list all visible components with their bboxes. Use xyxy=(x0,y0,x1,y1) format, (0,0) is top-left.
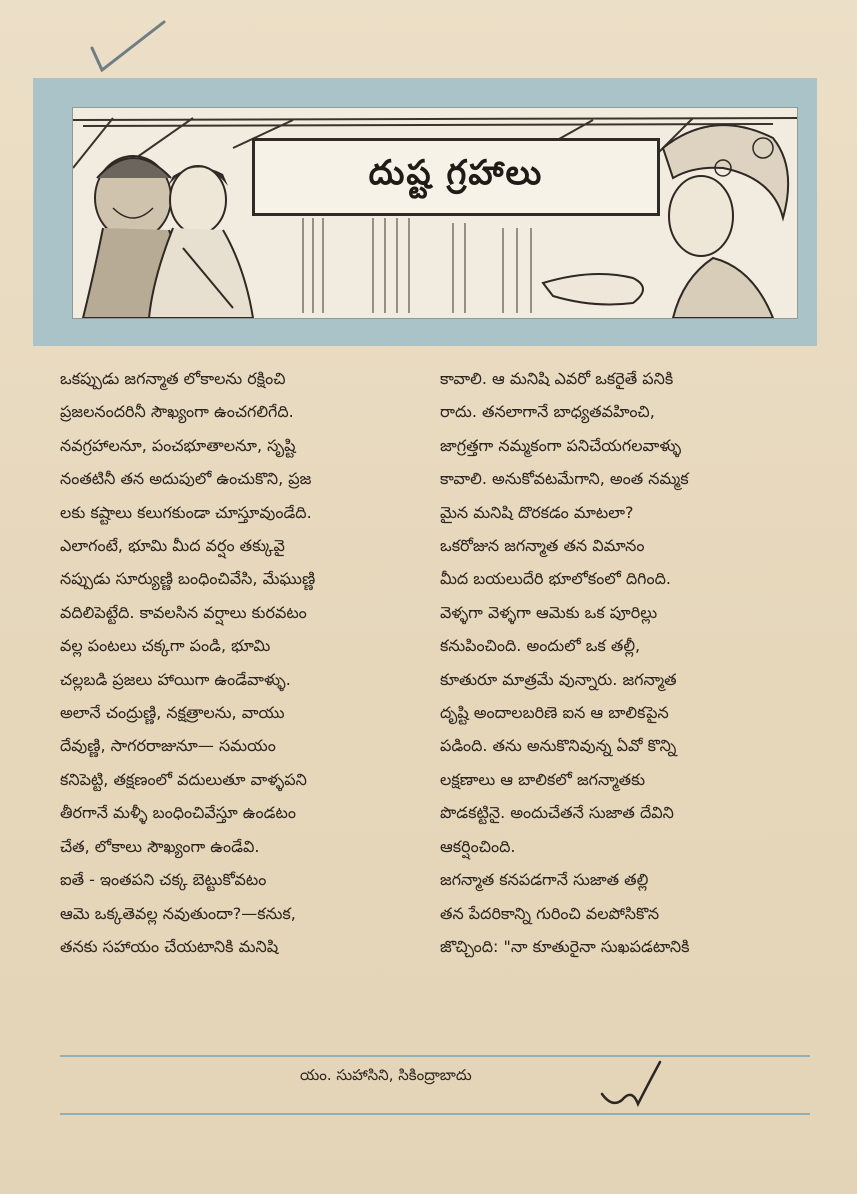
article-line: కనుపించింది. అందులో ఒక తల్లీ, xyxy=(440,636,641,656)
article-line: నప్పుడు సూర్యుణ్ణి బంధించివేసి, మేఘుణ్ణి xyxy=(60,569,316,589)
article-line: ఎలాగంటే, భూమి మీద వర్షం తక్కువై xyxy=(60,536,285,556)
author-byline: యం. సుహాసిని, సికింద్రాబాదు xyxy=(300,1066,472,1084)
article-line: కనిపెట్టి, తక్షణంలో వదులుతూ వాళ్ళపని xyxy=(60,769,307,789)
article-line: వల్ల పంటలు చక్కగా పండి, భూమి xyxy=(60,636,271,656)
article-line: మీద బయలుదేరి భూలోకంలో దిగింది. xyxy=(440,569,672,589)
article-line: వదిలిపెట్టేది. కావలసిన వర్షాలు కురవటం xyxy=(60,602,307,622)
page-title: దుష్ట గ్రహాలు xyxy=(252,138,660,216)
article-line: వెళ్ళగా వెళ్ళగా ఆమెకు ఒక పూరిల్లు xyxy=(440,602,658,622)
article-line: దృష్టి అందాలబరిణె ఐన ఆ బాలికపైన xyxy=(440,703,669,723)
article-line: లకు కష్టాలు కలుగకుండా చూస్తూవుండేది. xyxy=(60,502,312,522)
article-line: నవగ్రహాలనూ, పంచభూతాలనూ, సృష్టి xyxy=(60,435,296,455)
article-line: జాగ్రత్తగా నమ్మకంగా పనిచేయగలవాళ్ళు xyxy=(440,435,682,455)
article-line: నంతటినీ తన అదుపులో ఉంచుకొని, ప్రజ xyxy=(60,469,312,489)
article-line: తీరగానే మళ్ళీ బంధించివేస్తూ ఉండటం xyxy=(60,803,296,823)
article-line: మైన మనిషి దొరకడం మాటలా? xyxy=(440,502,634,522)
article-line: కావాలి. అనుకోవటమేగాని, అంత నమ్మక xyxy=(440,469,689,489)
article-line: ఆమె ఒక్కతెవల్ల నవుతుందా?—కనుక, xyxy=(60,903,296,923)
article-line: చల్లబడి ప్రజలు హాయిగా ఉండేవాళ్ళు. xyxy=(60,669,291,689)
article-line: అలానే చంద్రుణ్ణి, నక్షత్రాలను, వాయు xyxy=(60,703,285,723)
article-line: తనకు సహాయం చేయటానికి మనిషి xyxy=(60,936,279,956)
byline-rule-bottom xyxy=(60,1113,810,1115)
check-mark-icon xyxy=(88,18,168,78)
article-right-column xyxy=(440,362,810,963)
article-line: ఒకప్పుడు జగన్మాత లోకాలను రక్షించి xyxy=(60,369,286,388)
byline-rule-top xyxy=(60,1055,810,1057)
article-line: దేవుణ్ణి, సాగరరాజునూ— సమయం xyxy=(60,736,276,756)
article-line: చేత, లోకాలు సౌఖ్యంగా ఉండేవి. xyxy=(60,836,260,856)
article-line: లక్షణాలు ఆ బాలికలో జగన్మాతకు xyxy=(440,769,645,789)
article-line: జొచ్చింది: "నా కూతురైనా సుఖపడటానికి xyxy=(440,936,690,956)
article-line: కూతురూ మాత్రమే వున్నారు. జగన్మాత xyxy=(440,669,677,689)
article-line: ప్రజలనందరినీ సౌఖ్యంగా ఉంచగలిగేది. xyxy=(60,402,294,422)
article-line: పడింది. తను అనుకొనివున్న ఏవో కొన్ని xyxy=(440,736,677,756)
article-line: కావాలి. ఆ మనిషి ఎవరో ఒకరైతే పనికి xyxy=(440,369,674,388)
article-line: ఒకరోజున జగన్మాత తన విమానం xyxy=(440,536,645,556)
article-line: తన పేదరికాన్ని గురించి వలపోసికొన xyxy=(440,903,660,923)
article-line: ఐతే - ఇంతపని చక్క బెట్టుకోవటం xyxy=(60,870,267,890)
article-line: జగన్మాత కనపడగానే సుజాత తల్లి xyxy=(440,870,649,890)
article-line: రాదు. తనలాగానే బాధ్యతవహించి, xyxy=(440,402,655,422)
article-left-column xyxy=(60,362,430,963)
ink-mark-icon xyxy=(598,1058,668,1118)
article-line: ఆకర్షించింది. xyxy=(440,836,516,856)
article-line: పొడకట్టినై. అందుచేతనే సుజాత దేవిని xyxy=(440,803,674,823)
